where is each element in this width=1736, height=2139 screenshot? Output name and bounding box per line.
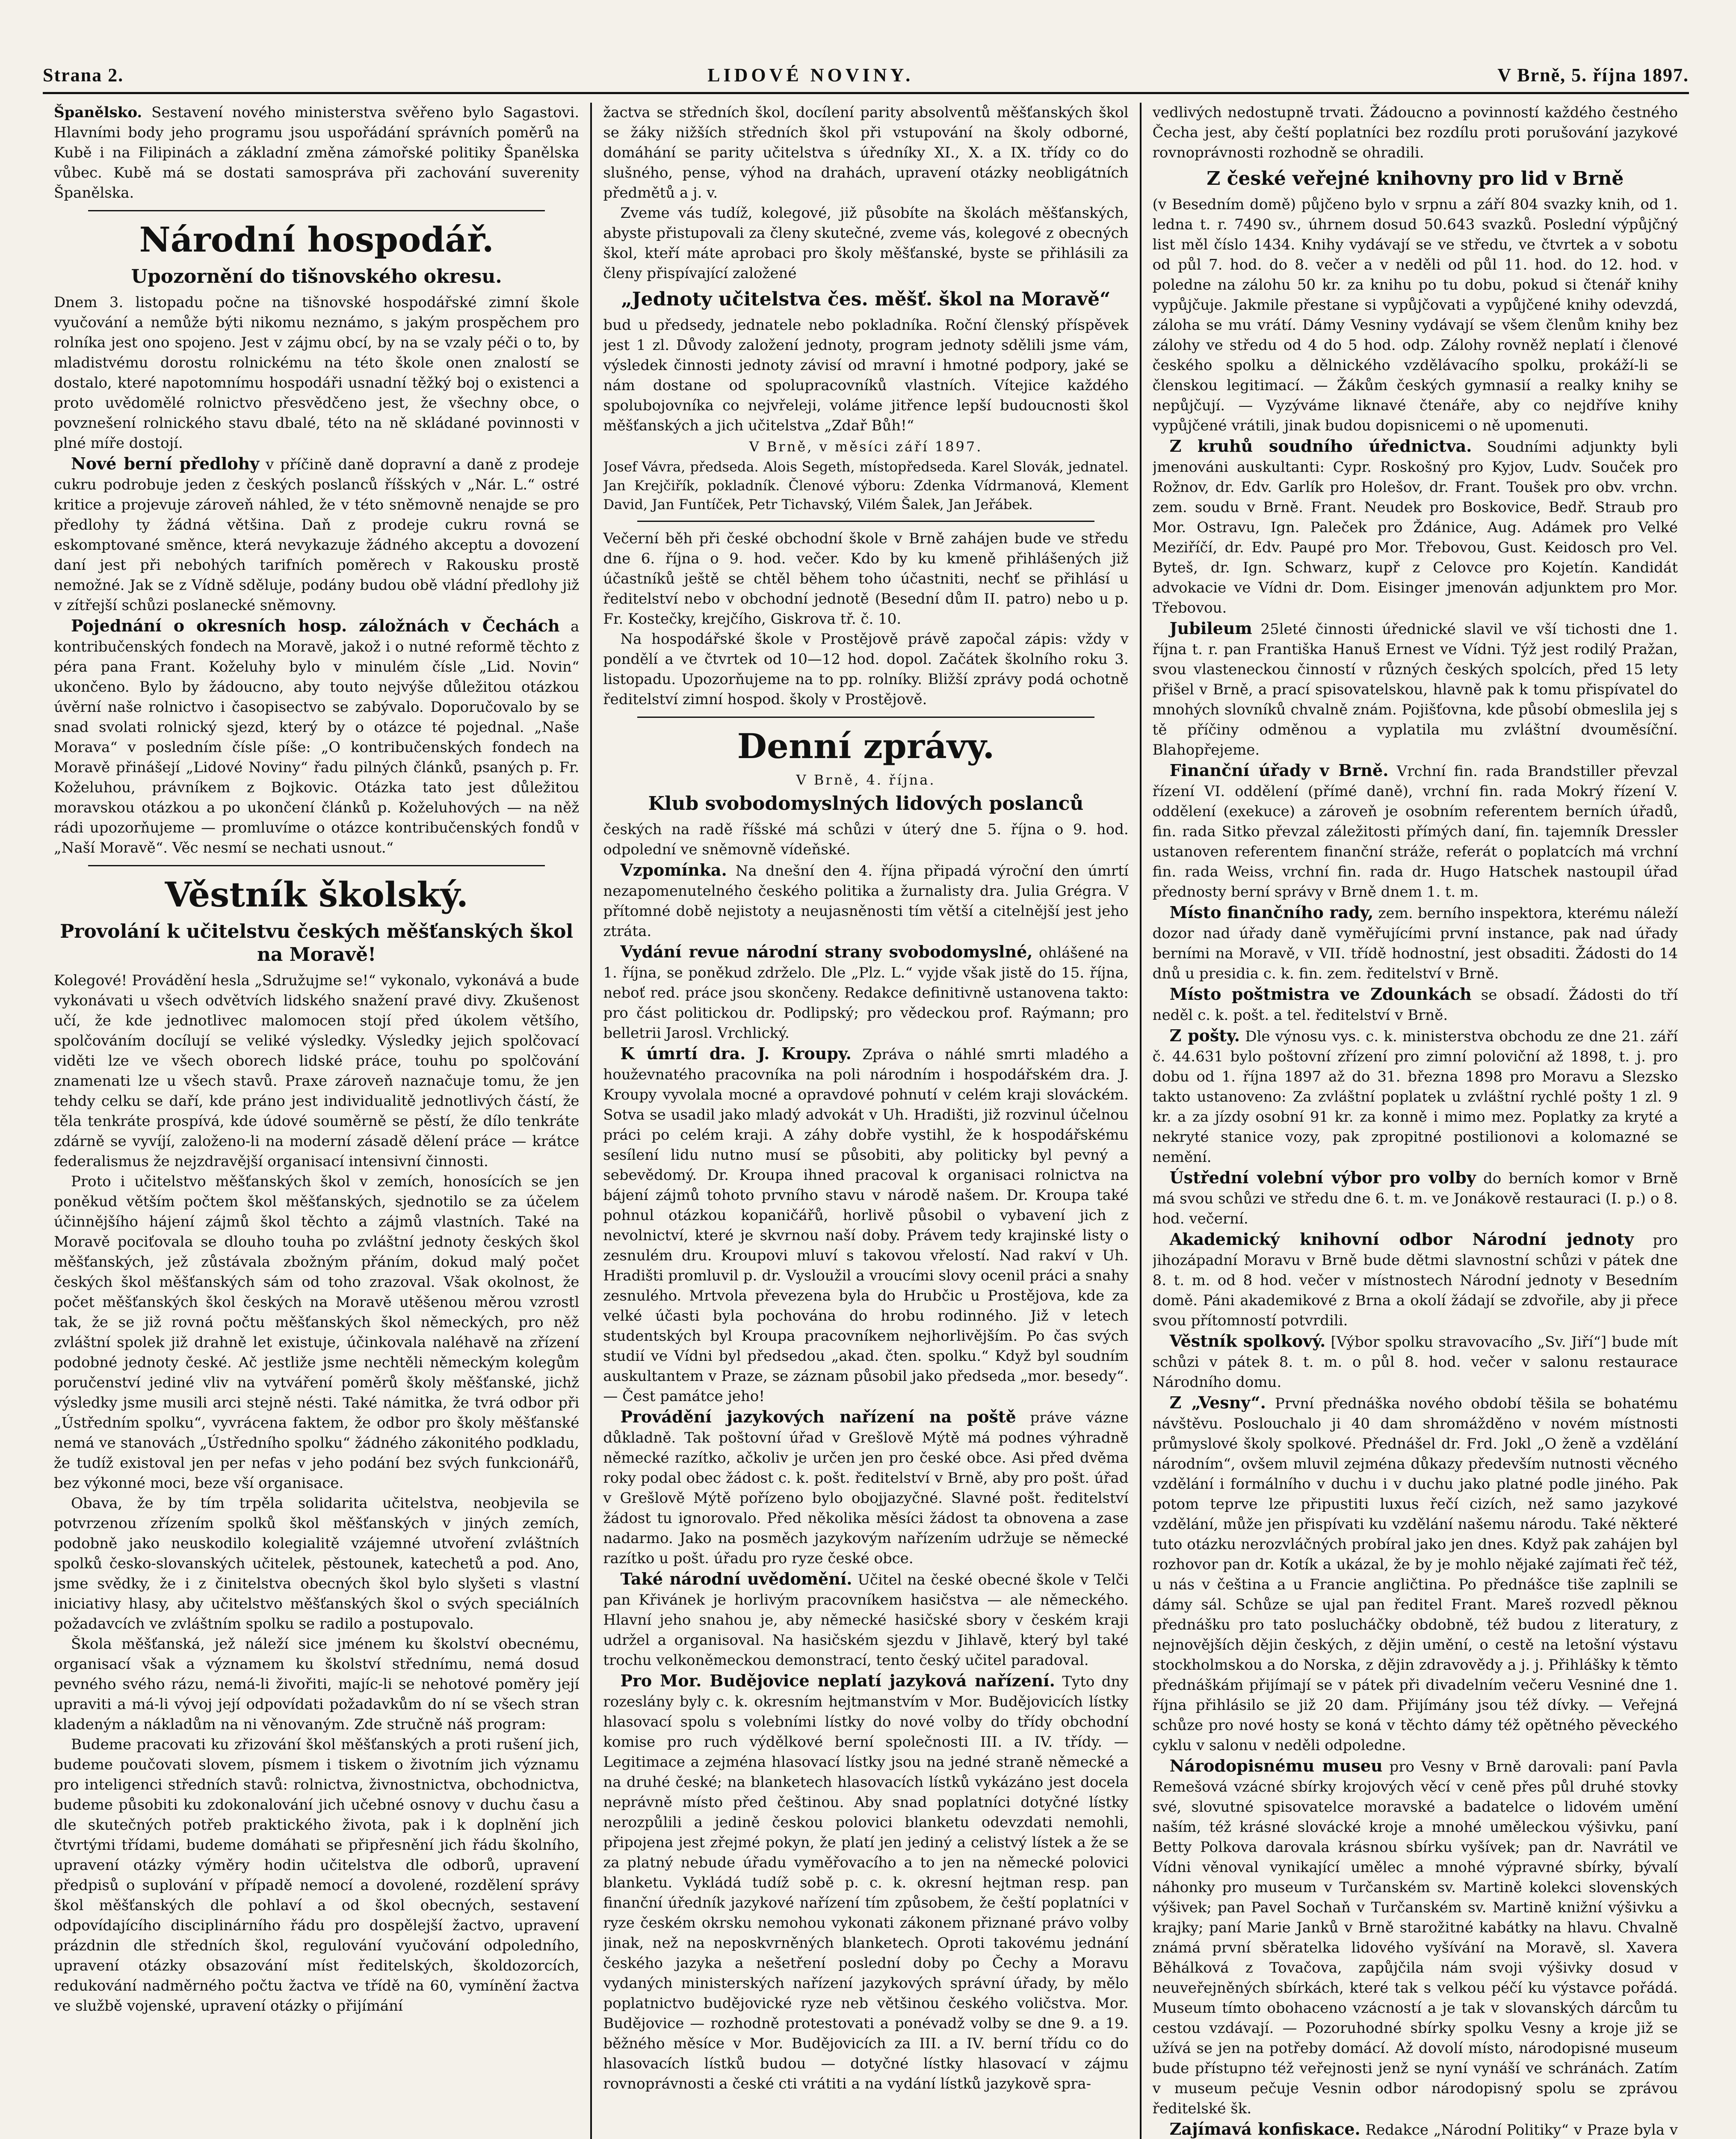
article-text: práve vázne důkladně. Tak poštovní úřad v Grešlově Mýtě má podnes výhradně německé razítko, ačkoliv je určen jen pro české obce. Asi před dvěma roky podal obec žádost c. k. pošt. ředitelství v Brně, aby pro pošt. úřad v Grešlově Mýtě pořízeno bylo obojjazyčné. Slavné pošt. ředitelství žádost tu ignorovalo. Před několika měsíci žádost ta obnovena a zase nadarmo. Jako na posměch jazykovým nařízením udržuje se německé razítko u pošt. úřadu pro ryze české obce. [603,1409,1129,1567]
article-text: [Výbor spolku stravovacího „Sv. Jiří“] bude mít schůzi v pátek 8. t. m. o půl 8. hod. večer v salonu restaurace Národního domu. [1152,1333,1678,1391]
article-text: Redakce „Národní Politiky“ v Praze byla v [1365,2121,1678,2139]
paragraph [1153,984,1678,1025]
article-text: v příčině daně dopravní a daně z prodeje cukru podrobuje jeden z českých poslanců říšských v „Nár. L.“ ostré kritice a projevuje zároveň náhled, že v této sněmovně nenajde se pro předlohy ty žádná většina. Daň z prodeje cukru rovná se eskomptované směnce, která nevykazuje žádného akceptu a dovození daní jest při nebohých tarifních poměrech v Rakousku prostě nemožné. Jak se z Vídně sděluje, podány budou obě vládní předlohy již v zítřejší schůzi poslanecké sněmovny. [54,456,580,614]
article-text: Zpráva o náhlé smrti mladého a houževnatého pracovníka na poli národním i hospodářském dra. J. Kroupy vyvolala mocné a opravdové pohnutí v celém kraji slováckém. Sotva se usadil jako mladý advokát v Uh. Hradišti, již rozvinul účelnou práci po celém kraji. A záhy dobře vystihl, že k hospodářskému sesílení lidu nutno musí se působiti, aby politicky byl pevný a sebevědomý. Dr. Kroupa ihned pracoval k organisaci rolnictva na bájení zájmů tohoto prvního stavu v národě našem. Dr. Kroupa také pohnul otázkou kopaničářů, horlivě působil o vybavení jich z nevolnictví, které je skvrnou naší doby. Právem tedy krajinské listy o zesnulém dru. Kroupovi mluví s takovou vřelostí. Nad rakví v Uh. Hradišti promluvil p. dr. Vysloužil a vroucími slovy ocenil práci a snahy zesnulého. Mrtvola převezena byla do Hrubčic u Prostějova, kde za velké účasti byla pochována do hrobu rodinného. Již v letech studentských byl Kroupa pracovníkem nejhorlivějším. Po čas svých studií ve Vídni byl předsedou „akad. čten. spolku.“ Když byl soudním auskultantem v Praze, se záznam působil jako předseda „mor. besedy“. — Čest památce jeho! [603,1046,1129,1405]
divider [637,717,1094,718]
article-text: českých na radě říšské má schůzi v úterý dne 5. října o 9. hod. odpolední ve sněmovně vídeňské. [603,821,1129,858]
article-heading: Zajímavá konfiskace. [1169,2119,1360,2139]
article-heading: Místo poštmistra ve Zdounkách [1169,984,1472,1004]
article-text: Budeme pracovati ku zřizování škol měšťanských a proti rušení jich, budeme poučovati slovem, písmem i tiskem o životním jich významu pro inteligenci středních stavů: rolnictva, živnostnictva, obchodnictva, budeme působiti ku zdokonalování jich učebné osnovy v duchu času a dle skutečných potřeb praktického života, pak i k doplnění jich čtvrtými třídami, budeme domáhati se připřesnění jich řádu školního, upravení otázky výměry hodin učitelstva dle odborů, upravení předpisů o suplování v případě nemocí a dovolené, rozdělení správy škol měšťanských dle pohlaví a od škol obecných, sestavení odpovídajícího disciplinárního řádu pro dospělejší žactvo, upravení prázdnin dle středních škol, regulování vyučování odpoledního, upravení otázky obsazování míst ředitelských, školdozorcích, redukování nadměrného počtu žactva ve třídě na 60, vymínění žactva ve službě vojenské, upravení otázky o přijímání [54,1736,580,2015]
article-text: Dnem 3. listopadu počne na tišnovské hospodářské zimní škole vyučování a nemůže býti nikomu neznámo, s jakým prospěchem pro rolníka jest ono spojeno. Jest v zájmu obcí, by na se vzaly péči o to, by mladistvému dorostu rolnickému na této škole onen znalostí se dostalo, které napotomnímu hospodáři usnadní těžký boj o existenci a proto uvědomělé rolnictvo přesvědčeno jest, že všechny obce, o povznešení rolnického stavu dbalé, této na ně skládané povinnosti v plné míře dostojí. [54,294,580,452]
paragraph [1153,1756,1678,2119]
article-text: Soudními adjunkty byli jmenováni auskultanti: Cypr. Roskošný pro Kyjov, Ludv. Souček pro Rožnov, dr. Edv. Garlík pro Holešov, dr. Frant. Toušek pro obv. vrchn. zem. soudu v Brně. Frant. Neudek pro Boskovice, Bedř. Straub pro Mor. Ostravu, Ign. Paleček pro Ždánice, Aug. Adámek pro Velké Meziříčí, dr. Edv. Paupé pro Mor. Třebovou, Gust. Keidosch pro Vel. Byteš, dr. Ign. Schwarz, kupř z Celovce pro Kojetín. Kandidát advokacie ve Vídni dr. Dom. Eisinger jmenován adjunktem pro Mor. Třebovou. [1152,438,1678,616]
article-heading: Provádění jazykových nařízení na poště [620,1407,1016,1426]
paragraph [1153,1392,1678,1756]
newspaper-title: LIDOVÉ NOVINY. [707,65,914,86]
article-text: do berních komor v Brně má svou schůzi ve středu dne 6. t. m. ve Jonákově restauraci (I. p.) o 8. hod. večerní. [1152,1170,1678,1227]
article-text: Dle výnosu vys. c. k. ministerstva obchodu ze dne 21. září č. 44.631 bylo poštovní zřízení pro zimní poloviční až 1898, t. j. pro dobu od 1. října 1897 až do 31. března 1898 pro Moravu a Slezsko takto ustanoveno: Za zvláštní poplatek u zvláštní rychlé pošty 1 zl. 9 kr. a za jízdy osobní 91 kr. za konně i mimo mez. Poplatky za kryté a nekryté stanice vozy, pak zpropitné postilionovi a kolomazné se nemění. [1152,1028,1678,1166]
article-text: Obava, že by tím trpěla solidarita učitelstva, neobjevila se potvrzenou zřízením spolků škol měšťanských v jiných zemích, podobně jako neuskodilo kolegialitě vzájemné utvoření zvláštních spolků česko-slovanských učitelek, pěstounek, katechetů a pod. Ano, jsme svědky, že i z činitelstva obecných škol bylo slyšeti s vlastní iniciativy hlasy, aby učitelstvo měšťanských škol o svých speciálních požadavcích ve zvláštním spolku se radilo a postupovalo. [54,1495,580,1632]
article-text: Učitel na české obecné škole v Telči pan Křivánek je horlivým pracovníkem hasičstva — ale německého. Hlavní jeho snahou je, aby německé hasičské sbory v českém kraji udržel a organisoval. Na hasičském sjezdu v Jihlavě, který byl také trochu velkoněmeckou demonstrací, tento český učitel paradoval. [603,1571,1129,1669]
divider [88,210,545,211]
divider [88,865,545,866]
article-heading: K úmrtí dra. J. Kroupy. [620,1044,852,1063]
article-text: Tyto dny rozeslány byly c. k. okresním hejtmanstvím v Mor. Budějovicích lístky hlasovací spolu s volebními lístky do nové volby do třídy obchodní komise pro ruch výdělkové berní společnosti III. a IV. třídy. — Legitimace a zejména hlasovací lístky jsou na jedné straně německé a na druhé české; na blanketech hlasovacích lístků vykázáno jest docela neprávně místo před češtinou. Aby snad poplatníci dotyčné lístky nerozpůlili a jedině českou polovici blanketu odevzdati nemohli, připojena jest zřejmé pokyn, že platí jen jediný a celistvý lístek a že se za platný nebude úřadu vyměřovacího a to jen na německé polovici blanketu. Vykládá tudíž sobě p. c. k. okresní hejtman resp. pan finanční úředník jazykové nařízení tím způsobem, že čeští poplatníci v ryze českém okrsku nemohou vykonati zákonem přiznané právo volby jinak, než na neposkvrněných blanketech. Oproti takovému jednání českého jazyka a nešetření poslední doby po Čechy a Moravu vydaných ministerských nařízení jazykových správní úřady, by mělo poplatnictvo budějovické ryze neb většinou českého voličstva. Mor. Budějovice — rozhodně protestovati a ponévadž volby se dne 9. a 19. běžného měsíce v Mor. Budějovicích za III. a IV. berní třídu co do hlasovacích lístků budou — dotyčné lístky hlasovací v zájmu rovnoprávnosti a české cti vrátiti a na vydání lístků jazykově spra- [603,1673,1129,2092]
masthead [43,64,1689,94]
paragraph [1153,1331,1678,1392]
paragraph [603,1671,1128,2094]
paragraph [603,1043,1128,1407]
signatories: Josef Vávra, předseda. Alois Segeth, místopředseda. Karel Slovák, jednatel. Jan Krejčiřík, pokladník. Členové výboru: Zdenka Vídrmanová, Klement David, Jan Funtíček, Petr Tichavský, Vilém Šalek, Jan Jeřábek. [603,459,1129,513]
article-text: Škola měšťanská, jež náleží sice jménem ku školství obecnému, organisací však a významem ku školství střednímu, nemá dosud pevného svého rázu, nemá-li živořiti, majíc-li se nehotové poměry její upraviti a má-li vývoj její odpovídati požadavkům do ní se všech stran kladeným a nákladům na ni věnovaným. Zde stručně náš program: [54,1635,580,1733]
article-text: pro jihozápadní Moravu v Brně bude dětmi slavnostní schůzi v pátek dne 8. t. m. od 8 hod. večer v místnostech Národní jednoty v Besedním domě. Páni akademikové z Brna a okolí žádají se zdvořile, aby ji přece svou přítomností potvrdili. [1152,1232,1678,1329]
article-heading: Také národní uvědomění. [620,1569,852,1588]
paragraph [1153,902,1678,984]
article-heading: Akademický knihovní odbor Národní jednoty [1169,1229,1634,1249]
article-text: se obsadí. Žádosti do tří neděl c. k. pošt. a tel. ředitelství v Brně. [1152,987,1678,1024]
article-text: 25leté činnosti úřednické slavil ve vší tichosti dne 1. října t. r. pan Františka Hanuš Ernest ve Vídni. Týž jest rodilý Pražan, svou vlasteneckou činností v různých českých spolcích, před 15 lety přišel v Brně, a prací spisovatelskou, hlavně pak k tomu přispívatel do mnohých slovníků chvalně znám. Pojišťovna, kde působí obmeslila jej s tě příčiny odměnou a vyplatila mu zvláštní dvouměsíční. Blahopřejeme. [1152,621,1678,758]
article-heading: Národopisnému museu [1169,1756,1383,1775]
article-text: pro Vesny v Brně darovali: paní Pavla Remešová vzácné sbírky krojových věcí v ceně přes půl druhé stovky své, slovutné spisovatelce moravské a badatelce o lidovém umění naším, též krásné slovácké kroje a mnohé uměleckou výšivku, paní Betty Polkova darovala krásnou sbírku vyšívek; pan dr. Navrátil ve Vídni věnoval vynikající umělec a mnohé výpravné sbírky, bývalí náhonky pro museum v Turčanském sv. Martině kolekci slovenských výšivek; pan Pavel Sochaň v Turčanském sv. Martině knižní výšivku a krajky; paní Marie Janků v Brně starožitné kabátky na hlavu. Chvalně známá první sběratelka lidového vyšívání na Moravě, sl. Xavera Běhálková z Tovačova, zapůjčila nám svoji výšivky dosud v neuveřejněných sbírkách, které tak s velkou péčí ku výstavce pořádá. Museum tímto obohaceno vzácností a je tak v slovanských dárcům tu cestou vzdávají. — Pozoruhodné sbírky spolku Vesny a kroje již se užívá se jen na potřeby domácí. Až dovolí místo, národopisné museum bude přístupno též veřejnosti jenž se nyní vynáší ve schránách. Zatím v museum pečuje Vesnin odbor národopisný spolu se zprávou ředitelské šk. [1152,1758,1678,2117]
article-heading: Upozornění do tišnovského okresu. [131,266,502,287]
paragraph [1153,436,1678,618]
paragraph [1153,2119,1678,2139]
section-heading: Národní hospodář. [139,219,494,260]
article-text: Na hospodářské škole v Prostějově právě započal zápis: vždy v pondělí a ve čtvrtek od 10—12 hod. dopol. Začátek školního roku 3. listopadu. Upozorňujeme na to pp. rolníky. Bližší zprávy podá ochotně ředitelství zimní hospod. školy v Prostějově. [603,631,1129,708]
paragraph [54,453,579,616]
article-heading: Místo finančního rady, [1169,903,1374,922]
article-text: Zveme vás tudíž, kolegové, již působíte na školách měšťanských, abyste přistupovali za členy skutečné, zveme vás, kolegové z obecných škol, kteří máte aprobaci pro školy měšťanské, byste se přihlásili za členy přispívající založené [603,204,1129,282]
article-text: a kontribučenských fondech na Moravě, jakož i o nutné reformě těchto z péra pana Frant. Koželuhy bylo v minulém čísle „Lid. Novin“ ukončeno. Bylo by žádoucno, aby touto nejvýše důležitou otázkou úvěrní naše rolnictvo i časopisectvo se zabývalo. Doporučovalo by se snad svolati rolnický sjezd, který by o otázce té pojednal. „Naše Morava“ v posledním čísle píše: „O kontribučenských fondech na Moravě přinášejí „Lidové Noviny“ řadu pilných článků, psaných p. Fr. Koželuhou, právníkem z Bojkovic. Otázka tato jest důležitou moravskou otázkou a po ukončení článků p. Koželuhových — na něž rádi upozorňujeme — promluvíme o otázce kontribučenských fondů v „Naší Moravě“. Věc nesmí se nechati usnout.“ [54,618,580,856]
article-text: vedlivých nedostupně trvati. Žádoucno a povinností každého čestného Čecha jest, aby čeští poplatníci bez rozdílu proti porušování jazykové rovnoprávnosti rozhodně se ohradili. [1152,104,1678,161]
columns [43,103,1689,2139]
article-heading: Vzpomínka. [620,860,727,880]
paragraph [603,942,1128,1043]
article-heading: Nové berní předlohy [71,454,260,473]
article-text: žactva se středních škol, docílení parity absolventů měšťanských škol se žáky nižších středních škol při vstupování na školy odborné, domáhání se parity učitelstva s úředníky XI., X. a IX. třídy co do slušného, pense, výhod na drahách, upravení otázky neobligátních předmětů a j. v. [603,104,1129,201]
article-text: Kolegové! Provádění hesla „Sdružujme se!“ vykonalo, vykonává a bude vykonávati u všech odvětvích lidského snažení pravé divy. Zkušenost učí, že kde jednotlivec malomocen stojí před úkolem většího, spolčováním docílují se veliké výsledky. Výsledky jejich spolčovací viděti lze ve všech oborech lidské práce, touhu po spolčování znamenati lze u všech stavů. Praxe zároveň naznačuje tomu, že jen tehdy celku se daří, kde práno jest individualitě jednotlivých částí, že těla tenkráte prospívá, kde údové souměrně se pěstí, že dílo tenkráte zdárně se vyvíjí, založeno-li na moderní zásadě dělení práce — krátce federalismus že nejzdravější organisací intensivní činnosti. [54,972,580,1170]
paragraph [1153,618,1678,760]
article-heading: Jubileum [1169,619,1252,638]
article-heading: Věstník spolkový. [1169,1331,1326,1351]
article-text: Večerní běh při české obchodní škole v Brně zahájen bude ve středu dne 6. října o 9. hod. večer. Kdo by ku kmeně přihlášených již účastníků ještě se chtěl během toho účastniti, nechť se přihlásí u ředitelství nebo v obchodní jednotě (Besední dům II. patro) nebo u p. Fr. Kostečky, krejčího, Giskrova tř. č. 10. [603,530,1129,628]
page-number: Strana 2. [43,65,124,86]
article-heading: Z české veřejné knihovny pro lid v Brně [1207,168,1624,190]
paragraph [603,1407,1128,1569]
paragraph [603,1569,1128,1671]
article-text: První přednáška nového období těšila se bohatému návštěvu. Poslouchalo ji 40 dam shromážděno v novém místnosti průmyslové školy spolkové. Přednášel dr. Frd. Jokl „O ženě a vzdělání národním“, ovšem mluvil zejména důkazy především nutnosti věcného vzdělání i formálního v duchu i v duchu jako platné podle jiného. Pak potom teprve lze připustiti luxus řečí cizích, než samo jazykové vzdělání, může jen přispívati ku vzdělání našemu národu. Také některé tuto otázku nerozvláčných probíral jako jen dnes. Když pak zahájen byl rozhovor pan dr. Kotík a ukázal, že by je mohlo nějaké zajímati řeč též, u nás v čeština a u Francie angličtina. Po přednášce tiše zaplnili se dámy sál. Schůze se ujal pan ředitel Frant. Mareš rozvedl pěknou přednášku pro tato poslucháčky obdobně, též budou z literatury, z nejnovějších dějin českých, z dějin umění, o cestě na letošní výstavu stockholmskou a do Norska, z dějin zdravovědy a j. j. Přihlášky k těmto přednáškám přijímají se v pátek při divadelním večeru Vesniné dne 1. října přihlásilo se již 20 dam. Přijímány jsou též dívky. — Veřejná schůze pro nové hosty se koná v těchto dámy též opětného pěveckého cyklu v salonu v neděli odpoledne. [1152,1395,1678,1754]
section-heading: Věstník školský. [165,874,468,915]
article-heading: Z kruhů soudního úřednictva. [1169,436,1472,456]
column-1 [43,103,590,2139]
paragraph [603,860,1128,942]
article-heading: Ústřední volební výbor pro volby [1169,1168,1476,1187]
paragraph [1153,1025,1678,1167]
dateline: V Brně, 4. října. [796,772,936,788]
article-heading: Finanční úřady v Brně. [1169,761,1389,780]
article-text: Sestavení nového ministerstva svěřeno bylo Sagastovi. Hlavními body jeho programu jsou uspořádání správních poměrů na Kubě i na Filipinách a základní změna zámořské politiky Španělska vůbec. Kubě má se dostati samospráva při zachování suverenity Španělska. [54,104,580,201]
dateline: V Brně, v měsíci září 1897. [749,438,983,455]
paragraph [54,103,579,203]
article-text: zem. berního inspektora, kterému náleží dozor nad úřady daně vyměřujícími první instance, pak nad úřady berními na Moravě, v VII. třídě hodnostní, jest obsaditi. Žádosti do 14 dnů u presidia c. k. fin. zem. ředitelství v Brně. [1152,905,1678,982]
article-heading: Z pošty. [1169,1026,1240,1045]
article-heading: Klub svobodomyslných lidových poslanců [648,793,1084,815]
section-heading: Denní zprávy. [737,726,995,766]
column-3 [1140,103,1689,2139]
divider [637,521,1094,522]
article-heading: Pro Mor. Budějovice neplatí jazyková nařízení. [620,1671,1055,1690]
article-text: Proto i učitelstvo měšťanských škol v zemích, honosících se jen poněkud větším počtem škol měšťanských, sjednotilo se za účelem účinnějšího hájení zájmů škol těchto a zájmů vlastních. Také na Moravě pociťovala se dlouho touha po zvláštní jednoty českých škol měšťanských, jež zůstávala zbožným přáním, dokud malý počet českých škol měšťanských sám od toho zrazoval. Však okolnost, že počet měšťanských škol českých na Moravě utěšenou měrou vzrostl tak, že se již rovná počtu měšťanských škol německých, pro něž zvláštní spolek již drahně let existuje, účinkovala naléhavě na zřízení podobné jednoty české. Ač jestliže jsme nechtěli německým kolegům poručenství jediné vliv na vytváření poměrů školy měšťanské, jichž výsledky jsme musili arci stejně nésti. Také námitka, že tvrá odbor při „Ústředním spolku“, vyvrácena faktem, že odbor pro školy měšťanské nemá ve stanovách „Ústředního spolku“ žádného zákonitého podkladu, že tudíž existoval jen per nefas v jeho podání bez svých funkcionářů, bez výkonné moci, beze vší organisace. [54,1173,580,1492]
issue-date: V Brně, 5. října 1897. [1497,65,1689,86]
article-heading: Z „Vesny“. [1169,1393,1266,1412]
article-text: Na dnešní den 4. října připadá výroční den úmrtí nezapomenutelného českého politika a žurnalisty dra. Julia Grégra. V přítomné době nejistoty a neujasněnosti tím větší a citelnější jest jeho ztráta. [603,862,1129,940]
paragraph [1153,1229,1678,1331]
article-text: ohlášené na 1. října, se poněkud zdrželo. Dle „Plz. L.“ vyjde však jistě do 15. října, neboť red. práce jsou skončeny. Redakce definitivně ustanovena takto: pro část politickou dr. Podlipský; pro vědeckou prof. Raýmann; pro belletrii Jarosl. Vrchlický. [603,944,1129,1042]
article-heading: „Jednoty učitelstva čes. měšť. škol na Moravě“ [621,288,1111,310]
paragraph [1153,760,1678,902]
article-heading: Pojednání o okresních hosp. záložnách v Čechách [71,616,560,635]
spain-heading: Španělsko. [54,104,142,121]
column-2 [590,103,1139,2139]
article-heading: Provolání k učitelstvu českých měšťanských škol na Moravě! [60,921,574,966]
paragraph [54,616,579,858]
article-heading: Vydání revue národní strany svobodomyslné, [620,942,1033,961]
article-text: Vrchní fin. rada Brandstiller převzal řízení VI. oddělení (přímé daně), vrchní fin. rada Mokrý řízení V. oddělení (exekuce) a zároveň je osobním referentem berních úřadů, fin. rada Sitko převzal záležitosti přímých daní, fin. tajemník Dressler ustanoven referentem finanční stráže, referát o poplatcích má vrchní fin. rada Weiss, vrchní fin. rada dr. Hugo Hatschek nastoupil úřad přednosty berní správy v Brně dnem 1. t. m. [1152,763,1678,901]
article-text: (v Besedním domě) půjčeno bylo v srpnu a září 804 svazky knih, od 1. ledna t. r. 7490 sv., úhrnem dosud 50.643 svazků. Poslední výpůjčný list měl číslo 1434. Knihy vydávají se ve středu, ve čtvrtek a v sobotu od půl 7. hod. do 8. večer a v neděli od půl 11. hod. do 12. hod. v poledne na zálohu 50 kr. za knihu po tu dobu, pokud si čtenář knihy vypůjčuje. Jakmile přestane si vypůjčovati a vypůjčené knihy odevzdá, záloha se mu vrátí. Dámy Vesniny vydávají se všem členům knihy bez zálohy ve středu od 4 do 5 hod. odp. Zálohy rovněž neplatí i členové českého spolku a dělnického vzdělávacího spolku, prokáží-li se členskou legitimací. — Žákům českých gymnasií a realky knihy se nepůjčují. — Vyzýváme liknavé čtenáře, aby co nejdříve knihy vypůjčené vrátili, jinak budou dopisnicemi o ně upomenuti. [1152,196,1678,434]
paragraph [1153,1167,1678,1229]
article-text: bud u předsedy, jednatele nebo pokladníka. Roční členský příspěvek jest 1 zl. Důvody založení jednoty, program jednoty sdělili jsme vám, výsledek činnosti jednoty závisí od mravní i hmotné podpory, jaké se nám dostane od spolupracovníků vlastních. Vítejice každého spolubojovníka co nejvřeleji, voláme jitřence lepší budoucnosti škol měšťanských a jich učitelstva „Zdař Bůh!“ [603,317,1129,434]
